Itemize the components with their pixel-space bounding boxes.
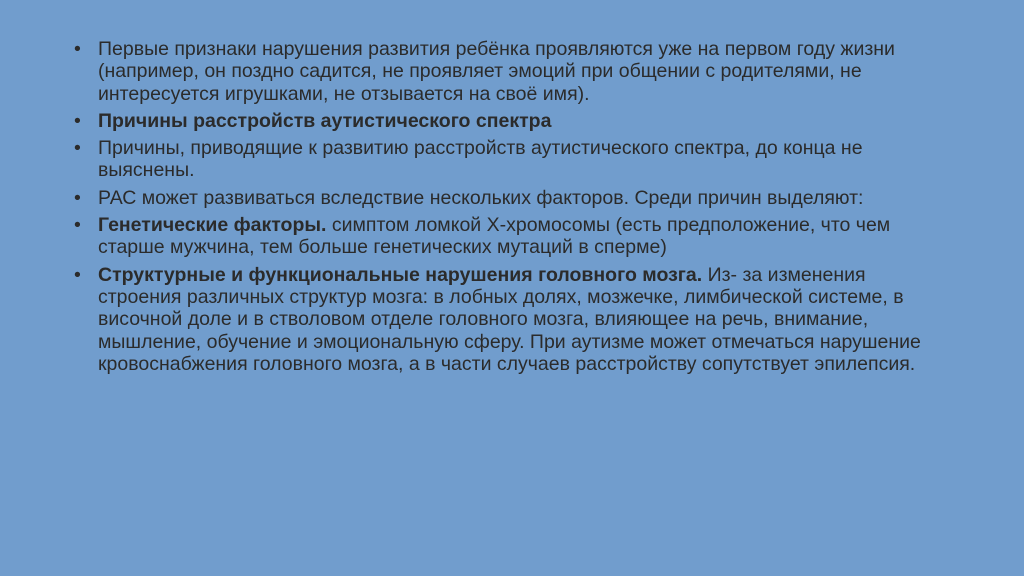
bullet-text: Причины, приводящие к развитию расстройств аутистического спектра, до конца не выяснены.	[98, 137, 863, 182]
bullet-item	[74, 110, 954, 132]
bullet-text: Из- за изменения строения различных структур мозга: в лобных долях, мозжечке, лимбической системе, в височной доле и в стволовом отделе головного мозга, влияющее на речь, внимание, мышление, обучение и эмоциональную сферу. При аутизме может отмечаться нарушение кровоснабжения головного мозга, а в части случаев расстройству сопутствует эпилепсия.	[98, 263, 921, 375]
bullet-dot-icon: •	[74, 186, 81, 209]
bullet-dot-icon: •	[74, 263, 81, 286]
bullet-dot-icon: •	[74, 137, 81, 160]
bullet-item	[74, 137, 954, 182]
bullet-bold-text: Структурные и функциональные нарушения головного мозга.	[98, 263, 703, 286]
bullet-list	[74, 38, 954, 380]
bullet-text: симптом ломкой Х-хромосомы (есть предположение, что чем старше мужчина, тем больше генетических мутаций в сперме)	[98, 214, 891, 259]
bullet-text: Первые признаки нарушения развития ребёнка проявляются уже на первом году жизни (например, он поздно садится, не проявляет эмоций при общении с родителями, не интересуется игрушками, не отзывается на своё имя).	[98, 38, 895, 105]
bullet-item	[74, 214, 954, 259]
bullet-item	[74, 38, 954, 105]
bullet-dot-icon: •	[74, 38, 81, 60]
bullet-dot-icon: •	[74, 109, 81, 132]
bullet-item	[74, 264, 954, 375]
bullet-text: РАС может развиваться вследствие нескольких факторов. Среди причин выделяют:	[98, 186, 864, 209]
bullet-bold-text: Причины расстройств аутистического спектра	[98, 109, 552, 132]
bullet-item	[74, 187, 954, 209]
bullet-dot-icon: •	[74, 214, 81, 237]
bullet-bold-text: Генетические факторы.	[98, 214, 327, 237]
